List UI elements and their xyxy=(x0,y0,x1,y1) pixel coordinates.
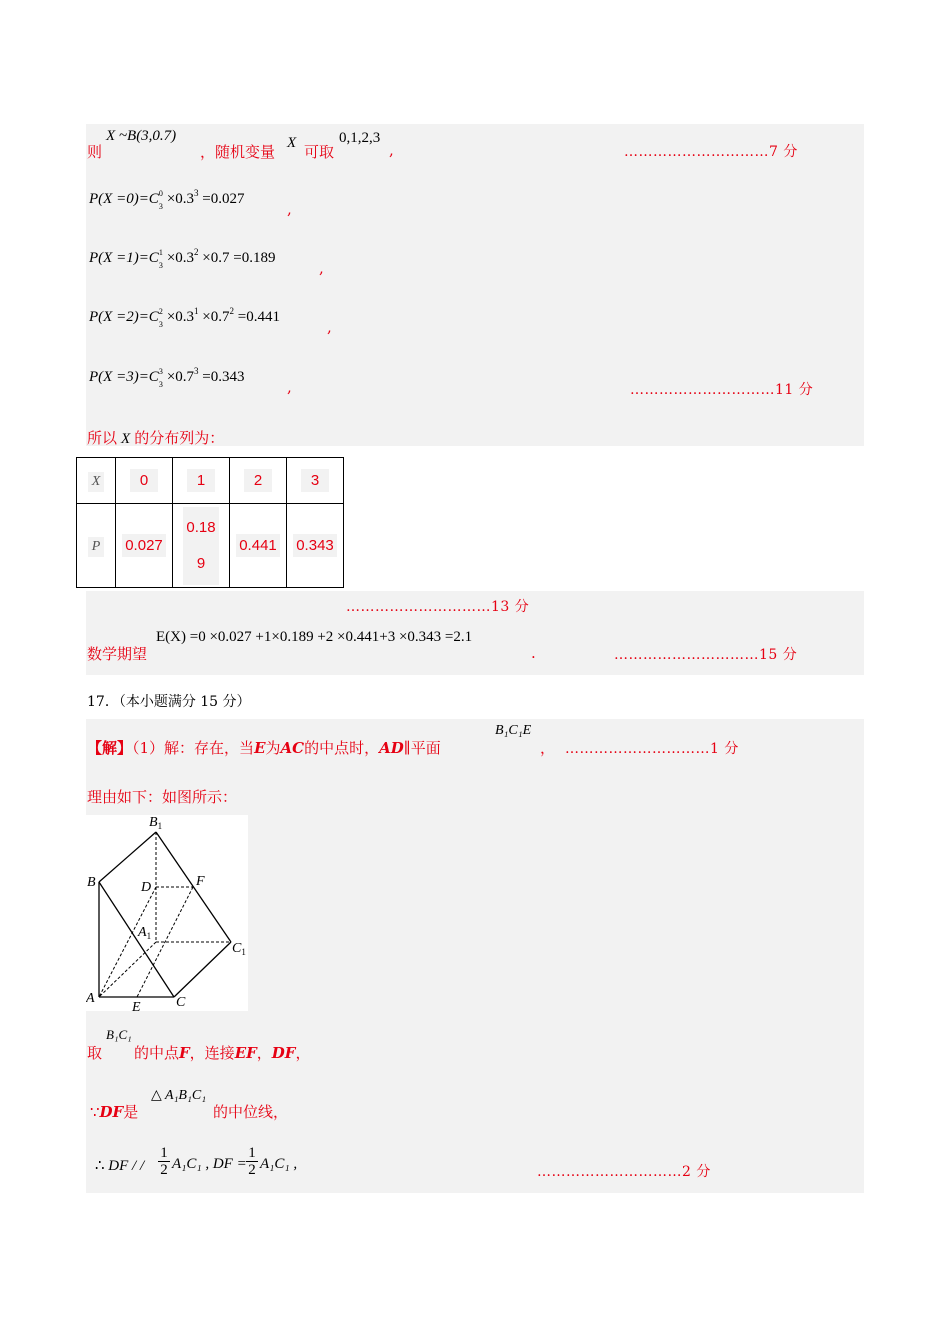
table-cell: 0.343 xyxy=(287,504,344,588)
question-17-heading: 17．（本小题满分 15 分） xyxy=(87,694,251,710)
label-B: B xyxy=(87,875,96,890)
label-A1: $A_1$ xyxy=(138,925,152,941)
concl-b: A₁C₁ , DF = xyxy=(172,1156,247,1172)
punct-p2: , xyxy=(327,318,332,336)
take-line: 的中点F，连接EF，DF， xyxy=(134,1044,311,1062)
prob-x3: P(X =3)=C 3 3 $\times 0.7^3 =0.343$ xyxy=(89,366,245,389)
label-F: F xyxy=(196,874,205,889)
random-variable-text: ，随机变量 xyxy=(200,143,276,161)
score-13: …………………………13 分 xyxy=(346,599,530,615)
values-text: 0,1,2,3 xyxy=(339,130,381,146)
line1-comma: ， xyxy=(540,739,556,757)
prism-figure xyxy=(86,815,248,1011)
midline-text: 的中位线， xyxy=(213,1103,289,1121)
dist-intro: 所以 X 的分布列为： xyxy=(87,429,225,447)
label-B1: $B_1$ xyxy=(149,815,163,831)
kequ-text: 可取 xyxy=(304,143,335,161)
binomial-expr: X ~B(3,0.7) xyxy=(106,128,177,144)
solution-line-1: 【解】（1）解：存在，当E为AC的中点时，AD∥平面 xyxy=(87,739,441,757)
expectation-period: . xyxy=(531,644,536,662)
table-row xyxy=(77,458,344,504)
expectation-expr: E(X) =0 ×0.027 +1×0.189 +2 ×0.441+3 ×0.343 =2.1 xyxy=(156,629,473,645)
label-C: C xyxy=(176,995,186,1010)
comma-text: , xyxy=(389,141,394,159)
fraction-half-2: 1 2 xyxy=(246,1145,258,1178)
table-cell: 2 xyxy=(230,458,287,504)
punct-p0: , xyxy=(287,200,292,218)
table-cell: 0.027 xyxy=(116,504,173,588)
punct-p1: , xyxy=(319,259,324,277)
prob-x0: P(X =0)=C 0 3 $\times 0.3^3 =0.027$ xyxy=(89,188,245,211)
prob-x2: P(X =2)=C 2 3 $\times 0.3^1 \times 0.7^2 =0.441$ xyxy=(89,306,280,329)
score-1: …………………………1 分 xyxy=(565,741,739,757)
expectation-label: 数学期望 xyxy=(87,645,148,663)
score-15: …………………………15 分 xyxy=(614,647,798,663)
therefore-line: ∴ DF / / xyxy=(95,1158,145,1174)
table-cell: 3 xyxy=(287,458,344,504)
figure-background xyxy=(86,815,248,1011)
score-2: …………………………2 分 xyxy=(537,1164,711,1180)
label-A: A xyxy=(86,991,95,1006)
table-row xyxy=(77,504,344,588)
label-C1: $C_1$ xyxy=(232,941,246,957)
punct-p3: , xyxy=(287,378,292,396)
plane-name: B₁C₁E xyxy=(495,723,532,738)
because-line: ∵DF是 xyxy=(90,1103,139,1121)
score-7: …………………………7 分 xyxy=(624,144,798,160)
table-cell: 0.441 xyxy=(230,504,287,588)
score-11: …………………………11 分 xyxy=(630,382,814,398)
var-x: X xyxy=(287,135,297,151)
table-cell: 0.18 9 xyxy=(173,504,230,588)
table-cell: 0 xyxy=(116,458,173,504)
table-cell: 1 xyxy=(173,458,230,504)
fraction-half-1: 1 2 xyxy=(158,1145,170,1178)
ze-text: 则 xyxy=(87,143,103,161)
prob-x1: P(X =1)=C 1 3 $\times 0.3^2 \times 0.7 =0.189$ xyxy=(89,247,276,270)
take-pre: 取 xyxy=(87,1044,103,1062)
table-header-x: X xyxy=(77,458,116,504)
table-header-p: P xyxy=(77,504,116,588)
distribution-table xyxy=(76,457,344,588)
triangle-name: △ A₁B₁C₁ xyxy=(151,1088,207,1103)
label-E: E xyxy=(132,1000,141,1011)
take-seg: B₁C₁ xyxy=(106,1027,132,1042)
label-D: D xyxy=(141,880,152,895)
concl-c: A₁C₁ , xyxy=(260,1156,298,1172)
reason-text: 理由如下：如图所示： xyxy=(87,788,238,806)
